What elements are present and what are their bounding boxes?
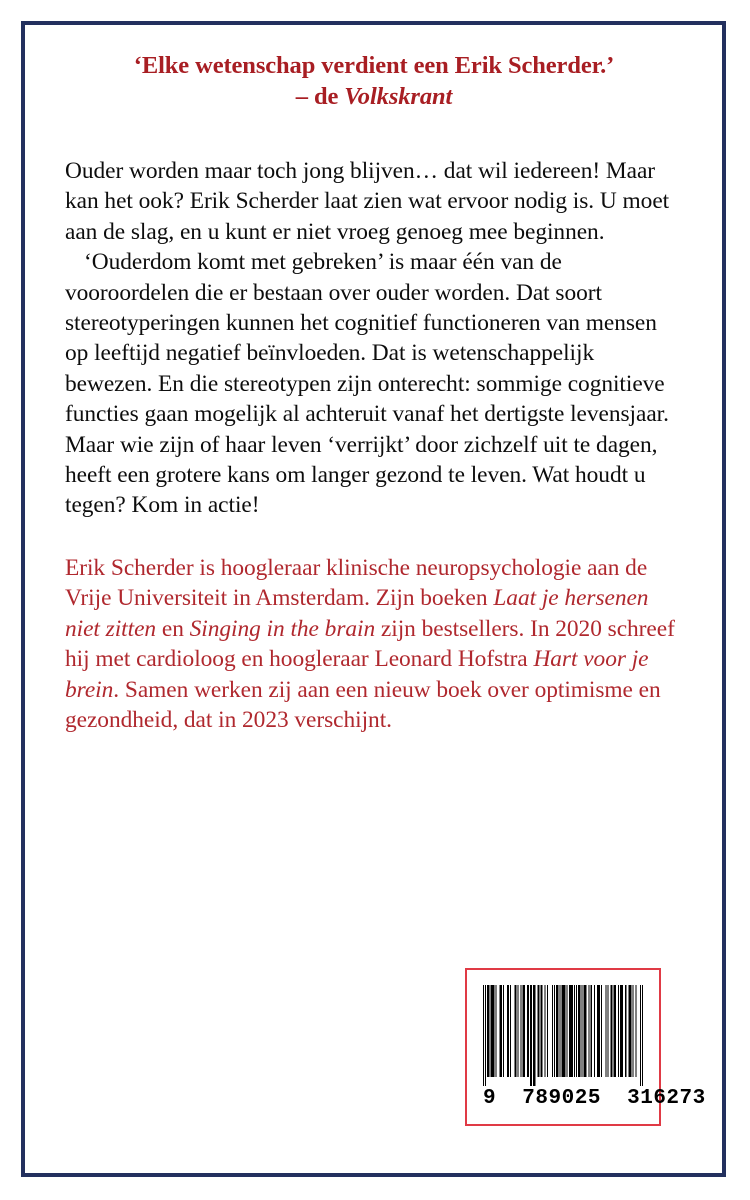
- blurb-paragraph-1: Ouder worden maar toch jong blijven… dat wil iedereen! Maar kan het ook? Erik Scherder laat zien wat ervoor nodig is. U moet aan de slag, en u kunt er niet vroeg genoeg mee beginnen.: [65, 158, 670, 245]
- author-bio-segment-4: . Samen werken zij aan een nieuw boek over optimisme en gezondheid, dat in 2023 verschijnt.: [65, 676, 661, 733]
- book-title-hart-voor-je-brein: Hart voor je brein: [65, 646, 649, 703]
- author-bio-segment-3: zijn bestsellers. In 2020 schreef hij met cardioloog en hoogleraar Leonard Hofstra: [65, 615, 675, 673]
- press-quote-publication: Volkskrant: [344, 83, 453, 110]
- press-quote: [65, 50, 683, 112]
- author-bio: [65, 521, 683, 735]
- book-title-laat-je-hersenen-niet-zitten: Laat je hersenen niet zitten: [65, 585, 649, 642]
- barcode: [483, 985, 706, 1111]
- press-quote-dash: – de: [295, 83, 345, 110]
- press-quote-text: ‘Elke wetenschap verdient een Erik Scherder.’: [133, 52, 615, 79]
- blurb-body: [65, 112, 683, 521]
- book-title-singing-in-the-brain: Singing in the brain: [189, 615, 376, 642]
- barcode-box: [465, 968, 706, 1126]
- press-quote-attribution: [65, 81, 683, 112]
- cover-content: [65, 50, 683, 735]
- author-bio-segment-2: en: [156, 615, 190, 642]
- blurb-paragraph-2: ‘Ouderdom komt met gebreken’ is maar één van de vooroordelen die er bestaan over ouder worden. Dat soort stereotyperingen kunnen het cognitief functioneren van mensen op leeftijd negatief beïnvloeden. Dat is wetenschappelijk bewezen. En die stereotypen zijn onterecht: sommige cognitieve functies gaan mogelijk al achteruit vanaf het dertigste levensjaar. Maar wie zijn of haar leven ‘verrijkt’ door zichzelf uit te dagen, heeft een grotere kans om langer gezond te leven. Wat houdt u tegen? Kom in actie!: [65, 249, 669, 519]
- barcode-bars: [483, 985, 643, 1086]
- barcode-digits: 9 789025 316273: [483, 1087, 706, 1110]
- author-bio-segment-1: Erik Scherder is hoogleraar klinische neuropsychologie aan de Vrije Universiteit in Amsterdam. Zijn boeken: [65, 554, 648, 612]
